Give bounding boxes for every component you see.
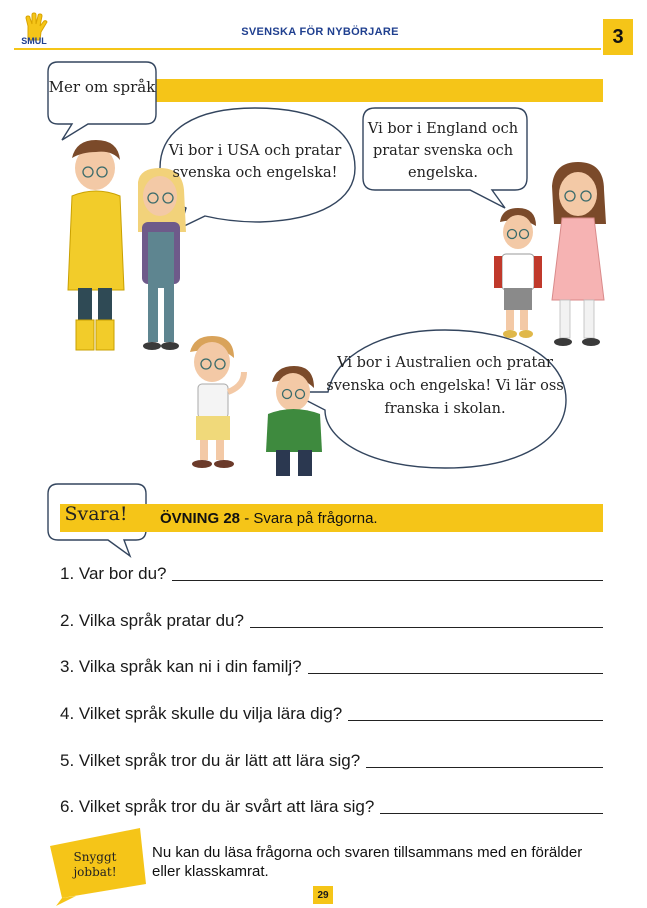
badge-text: Snyggt jobbat! xyxy=(73,850,117,879)
character-yellow-raincoat xyxy=(68,140,124,350)
svara-label: Svara! xyxy=(64,503,128,525)
question-label: 1. Var bor du? xyxy=(60,564,167,583)
logo-text: SMUL xyxy=(21,36,47,46)
question-row xyxy=(60,564,603,584)
section-title: Mer om språk xyxy=(48,78,156,96)
character-green-hoodie-boy xyxy=(266,366,322,476)
answer-line[interactable] xyxy=(380,799,603,814)
character-waving-boy xyxy=(190,336,244,468)
question-row xyxy=(60,797,603,817)
question-label: 5. Vilket språk tror du är lätt att lära sig? xyxy=(60,751,361,770)
speech-text-australia: Vi bor i Australien och pratar svenska och engelska! Vi lär oss franska i skolan. xyxy=(326,355,564,417)
page-number: 29 xyxy=(313,886,333,904)
exercise-number: ÖVNING 28 xyxy=(160,510,241,527)
answer-line[interactable] xyxy=(366,753,603,768)
character-red-sleeves-boy xyxy=(494,208,542,338)
question-label: 4. Vilket språk skulle du vilja lära dig? xyxy=(60,704,343,723)
answer-line[interactable] xyxy=(172,566,603,581)
speech-text-england: Vi bor i England och pratar svenska och engelska. xyxy=(367,121,519,181)
question-label: 2. Vilka språk pratar du? xyxy=(60,611,244,630)
character-pink-dress-girl xyxy=(552,162,606,346)
question-row xyxy=(60,704,603,724)
chapter-number: 3 xyxy=(603,19,633,55)
question-row xyxy=(60,611,603,631)
answer-line[interactable] xyxy=(250,613,603,628)
question-row xyxy=(60,657,603,677)
page-header-title: SVENSKA FÖR NYBÖRJARE xyxy=(241,26,399,38)
character-blonde-girl xyxy=(138,168,186,350)
answer-line[interactable] xyxy=(308,659,603,674)
speech-bubble-mer-om-sprak xyxy=(48,62,156,140)
exercise-instruction: - Svara på frågorna. xyxy=(240,510,378,527)
speech-text-usa: Vi bor i USA och pratar svenska och engelska! xyxy=(168,143,342,181)
exercise-title xyxy=(160,510,378,527)
closing-instruction: Nu kan du läsa frågorna och svaren tillsammans med en förälder eller klasskamrat. xyxy=(152,844,583,880)
question-label: 3. Vilka språk kan ni i din familj? xyxy=(60,657,302,676)
question-row xyxy=(60,751,603,771)
question-label: 6. Vilket språk tror du är svårt att lära sig? xyxy=(60,797,375,816)
answer-line[interactable] xyxy=(348,706,603,721)
